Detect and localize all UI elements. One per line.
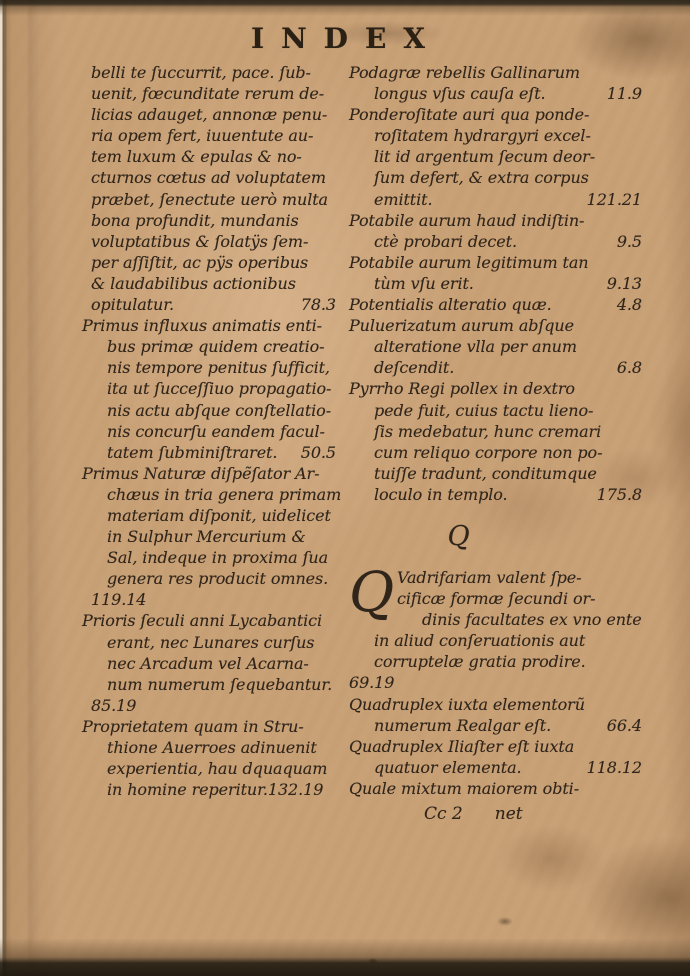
entry-text: 85.19	[91, 695, 137, 715]
index-line	[349, 273, 642, 294]
index-line	[349, 357, 642, 378]
index-line	[82, 378, 336, 399]
entry-text: præbet, ſenectute uerò multa	[91, 189, 328, 209]
entry-text: chæus in tria genera primam	[107, 484, 342, 504]
entry-text: pede fuit, cuius tactu lieno-	[374, 400, 594, 420]
index-line	[82, 400, 336, 421]
entry-text: genera res producit omnes.	[107, 569, 329, 589]
index-line	[349, 104, 642, 125]
entry-text: deſcendit.	[374, 358, 455, 378]
index-line	[82, 336, 336, 357]
page-ref: 6.8	[616, 358, 642, 378]
entry-text: in Sulphur Mercurium &	[107, 527, 306, 547]
index-line	[82, 357, 336, 378]
entry-text: ria opem fert, iuuentute au-	[91, 126, 314, 146]
index-line	[349, 715, 642, 736]
entry-text: licias adauget, annonæ penu-	[91, 105, 328, 125]
entry-text: experientia, hau dquaquam	[107, 759, 328, 779]
index-line	[82, 252, 336, 273]
index-line	[82, 83, 336, 104]
dropcap-initial: Q	[349, 559, 394, 624]
index-line	[82, 273, 336, 294]
index-line	[349, 672, 642, 693]
section-letter-heading: Q	[447, 520, 470, 552]
entry-text: Prioris ſeculi anni Lycabantici	[82, 611, 323, 631]
index-line	[82, 589, 336, 610]
entry-text: cturnos cœtus ad voluptatem	[91, 168, 326, 188]
entry-text: Ponderoſitate auri qua ponde-	[349, 105, 590, 125]
index-line	[349, 146, 642, 167]
index-column-right	[349, 62, 642, 799]
index-line	[82, 146, 336, 167]
entry-text: Potabile aurum haud indiſtin-	[349, 210, 585, 230]
index-line	[82, 505, 336, 526]
index-line	[349, 651, 642, 672]
entry-text: Potentialis alteratio quæ.	[349, 295, 552, 315]
index-line	[349, 167, 642, 188]
index-line	[82, 210, 336, 231]
index-line	[82, 104, 336, 125]
index-line	[349, 378, 642, 399]
index-line	[349, 189, 642, 210]
entry-text: Quale mixtum maiorem obti-	[349, 778, 580, 798]
entry-text: quatuor elementa.	[374, 757, 522, 777]
entry-text: ctè probari decet.	[374, 231, 517, 251]
page-ref: 175.8	[596, 484, 642, 504]
entry-text: nis actu abſque conſtellatio-	[107, 400, 332, 420]
page-ref: 121.21	[586, 189, 642, 209]
entry-text: loculo in templo.	[374, 484, 508, 504]
entry-text: roſitatem hydrargyri excel-	[374, 126, 591, 146]
entry-text: Podagræ rebellis Gallinarum	[349, 63, 580, 82]
entry-text: erant, nec Lunares curſus	[107, 632, 315, 652]
index-line	[82, 484, 342, 505]
entry-text: lit id argentum ſecum deor-	[374, 147, 596, 167]
index-line	[82, 568, 336, 589]
entry-text: per aſſiſtit, ac pÿs operibus	[91, 252, 309, 272]
index-line	[349, 252, 642, 273]
signature-mark: Cc 2	[424, 804, 463, 824]
index-line	[82, 632, 336, 653]
page-ref: 118.12	[586, 757, 642, 777]
index-line	[397, 567, 642, 588]
signature-line	[424, 804, 644, 824]
page-title: INDEX	[250, 22, 443, 55]
page-ref: 11.9	[606, 84, 642, 104]
index-line	[82, 125, 336, 146]
page-ref: 9.13	[606, 273, 642, 293]
index-line	[82, 62, 336, 83]
entry-text: ſis medebatur, hunc cremari	[374, 421, 602, 441]
index-line	[349, 630, 642, 651]
entry-text: num numerum ſequebantur.	[107, 674, 333, 694]
index-line	[349, 463, 642, 484]
entry-text: & laudabilibus actionibus	[91, 273, 296, 293]
entry-text: in aliud conſeruationis aut	[374, 631, 586, 651]
entry-text: ita ut ſucceſſiuo propagatio-	[107, 379, 332, 399]
entry-text: tùm vſu erit.	[374, 273, 474, 293]
index-line	[349, 736, 642, 757]
index-line	[82, 653, 336, 674]
index-line	[82, 463, 336, 484]
entry-text: alteratione vlla per anum	[374, 337, 577, 357]
entry-text: Pyrrho Regi pollex in dextro	[349, 379, 575, 399]
index-line	[349, 125, 642, 146]
entry-text: Puluerizatum aurum abſque	[349, 316, 574, 336]
index-line	[349, 83, 642, 104]
index-line	[349, 294, 642, 315]
entry-text: nec Arcadum vel Acarna-	[107, 653, 309, 673]
entry-text: cificæ formæ ſecundi or-	[397, 589, 596, 609]
index-line	[82, 674, 336, 695]
page-ref: 4.8	[616, 295, 642, 315]
entry-text: tatem ſubminiſtraret.	[107, 442, 278, 462]
entry-text: emittit.	[374, 189, 433, 209]
index-line	[82, 231, 336, 252]
entry-text: numerum Realgar eſt.	[374, 715, 552, 735]
page-ref: 50.5	[300, 442, 336, 462]
entry-text: nis tempore penitus ſufficit,	[107, 358, 330, 378]
index-line	[349, 694, 642, 715]
index-line	[349, 336, 642, 357]
index-line	[82, 695, 336, 716]
index-line	[397, 609, 642, 630]
page-ref: 78.3	[300, 295, 336, 315]
entry-text: bona profundit, mundanis	[91, 210, 299, 230]
entry-text: ſum defert, & extra corpus	[374, 168, 589, 188]
ink-smudge	[497, 917, 513, 926]
dropcap-entry	[349, 559, 642, 694]
entry-text: cum reliquo corpore non po-	[374, 442, 603, 462]
index-line	[349, 484, 642, 505]
index-line	[349, 62, 642, 83]
index-line	[82, 442, 336, 463]
entry-text: tem luxum & epulas & no-	[91, 147, 302, 167]
entry-text: thione Auerroes adinuenit	[107, 738, 317, 757]
index-line	[82, 779, 336, 800]
entry-text: Vadrifariam valent ſpe-	[397, 567, 582, 587]
entry-text: Primus influxus animatis enti-	[82, 316, 322, 336]
index-line	[82, 547, 336, 568]
entry-text: Sal, indeque in proxima ſua	[107, 548, 329, 568]
index-line	[82, 294, 336, 315]
index-line	[349, 757, 642, 778]
index-line	[397, 588, 642, 609]
page-ref: 9.5	[616, 231, 642, 251]
index-line	[349, 210, 642, 231]
entry-text: materiam diſponit, uidelicet	[107, 505, 331, 525]
entry-text: Primus Naturæ diſpẽſator Ar-	[82, 463, 320, 483]
index-line	[82, 526, 336, 547]
page-ref: 66.4	[606, 715, 642, 735]
index-line	[82, 189, 336, 210]
entry-text: dinis facultates ex vno ente	[422, 610, 642, 630]
index-column-left	[82, 62, 342, 800]
entry-text: 69.19	[349, 673, 395, 693]
entry-text: longus vſus cauſa eſt.	[374, 84, 546, 104]
entry-text: belli te ſuccurrit, pace. ſub-	[91, 63, 311, 82]
index-line	[82, 421, 336, 442]
index-line	[82, 167, 336, 188]
entry-text: uenit, fœcunditate rerum de-	[91, 84, 325, 104]
index-line	[349, 778, 642, 799]
index-line	[82, 315, 336, 336]
entry-text: Proprietatem quam in Stru-	[82, 716, 304, 736]
index-line	[349, 315, 642, 336]
entry-text: bus primæ quidem creatio-	[107, 337, 325, 357]
index-line	[82, 758, 336, 779]
index-line	[349, 231, 642, 252]
entry-text: 119.14	[91, 590, 147, 610]
entry-text: Quadruplex Iliaſter eſt iuxta	[349, 736, 575, 756]
catchword: net	[494, 804, 523, 824]
entry-text: corruptelæ gratia prodire.	[374, 652, 586, 672]
entry-text: opitulatur.	[91, 295, 174, 315]
index-line	[349, 400, 642, 421]
index-line	[349, 421, 642, 442]
entry-text: tuiſſe tradunt, conditumque	[374, 463, 597, 483]
ink-speck	[368, 958, 378, 964]
entry-text: voluptatibus & ſolatÿs ſem-	[91, 231, 309, 251]
index-line	[82, 716, 336, 737]
entry-text: in homine reperitur.132.19	[107, 780, 324, 800]
index-line	[82, 737, 336, 758]
entry-text: Potabile aurum legitimum tan	[349, 252, 589, 272]
entry-text: nis concurſu eandem facul-	[107, 421, 325, 441]
index-line	[82, 610, 336, 631]
index-line	[349, 442, 642, 463]
entry-text: Quadruplex iuxta elementorũ	[349, 694, 585, 714]
